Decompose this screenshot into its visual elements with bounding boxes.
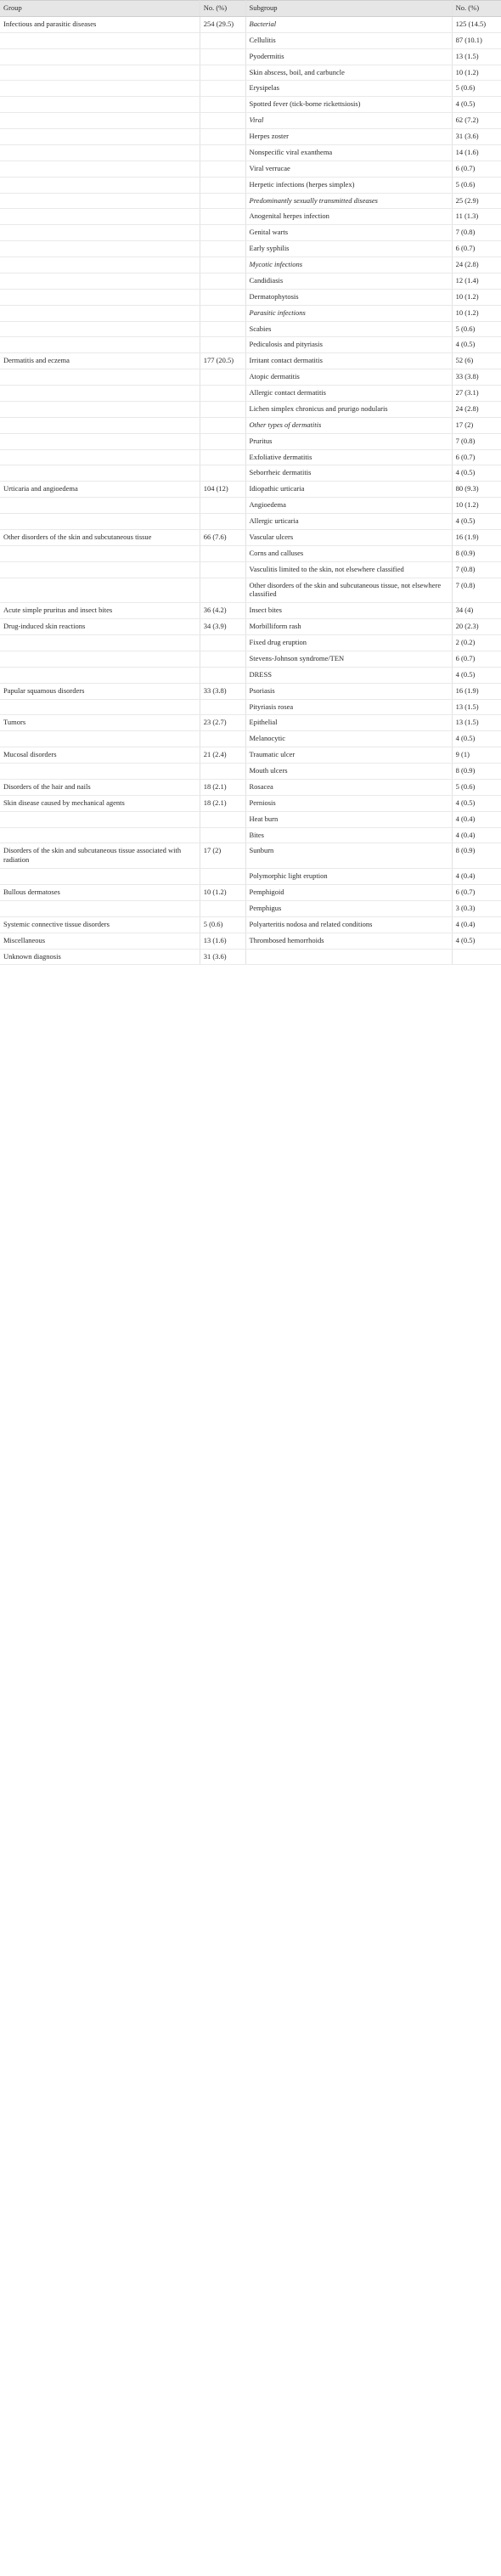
subgroup-name: Cellulitis: [245, 32, 452, 48]
group-name: Unknown diagnosis: [0, 949, 200, 965]
group-name: Disorders of the hair and nails: [0, 779, 200, 795]
table-row: [0, 498, 501, 514]
group-count-empty: [200, 369, 245, 386]
group-count-empty: [200, 545, 245, 561]
table-row: [0, 885, 501, 901]
group-count-empty: [200, 386, 245, 402]
subgroup-count: 25 (2.9): [452, 193, 501, 209]
subgroup-name: Bacterial: [245, 16, 452, 32]
group-count: 104 (12): [200, 482, 245, 498]
subgroup-name: Fixed drug eruption: [245, 635, 452, 651]
group-count: 66 (7.6): [200, 529, 245, 545]
subgroup-name: Perniosis: [245, 795, 452, 811]
subgroup-name: Pediculosis and pityriasis: [245, 337, 452, 353]
group-name: Infectious and parasitic diseases: [0, 16, 200, 32]
group-name-empty: [0, 449, 200, 465]
subgroup-name: Thrombosed hemorrhoids: [245, 933, 452, 949]
subgroup-name: Anogenital herpes infection: [245, 209, 452, 225]
subgroup-count: 4 (0.5): [452, 667, 501, 683]
subgroup-name: Stevens-Johnson syndrome/TEN: [245, 651, 452, 667]
subgroup-count: 80 (9.3): [452, 482, 501, 498]
table-row: [0, 144, 501, 161]
subgroup-name: Nonspecific viral exanthema: [245, 144, 452, 161]
subgroup-count: 52 (6): [452, 353, 501, 369]
group-name-empty: [0, 545, 200, 561]
table-row: [0, 779, 501, 795]
group-name-empty: [0, 113, 200, 129]
table-row: [0, 449, 501, 465]
subgroup-name: Pruritus: [245, 433, 452, 449]
group-count: 18 (2.1): [200, 795, 245, 811]
group-name-empty: [0, 498, 200, 514]
group-count-empty: [200, 731, 245, 747]
group-name-empty: [0, 561, 200, 578]
table-row: [0, 16, 501, 32]
table-row: [0, 795, 501, 811]
subgroup-count: 6 (0.7): [452, 241, 501, 257]
group-count-empty: [200, 225, 245, 241]
subgroup-name: Polymorphic light eruption: [245, 869, 452, 885]
group-name-empty: [0, 273, 200, 289]
table-row: [0, 193, 501, 209]
group-name: Urticaria and angioedema: [0, 482, 200, 498]
group-count-empty: [200, 900, 245, 916]
table-row: [0, 683, 501, 699]
header-group-count: No. (%): [200, 1, 245, 17]
table-row: [0, 417, 501, 433]
subgroup-name: Herpes zoster: [245, 129, 452, 145]
subgroup-name: Angioedema: [245, 498, 452, 514]
group-count-empty: [200, 337, 245, 353]
subgroup-name: Allergic contact dermatitis: [245, 386, 452, 402]
table-row: [0, 545, 501, 561]
group-name-empty: [0, 225, 200, 241]
table-row: [0, 482, 501, 498]
subgroup-count: 4 (0.4): [452, 827, 501, 843]
table-row: [0, 635, 501, 651]
subgroup-count: 27 (3.1): [452, 386, 501, 402]
table-row: [0, 603, 501, 619]
group-name: Disorders of the skin and subcutaneous tissue associated with radiation: [0, 843, 200, 869]
group-name: Miscellaneous: [0, 933, 200, 949]
table-row: [0, 369, 501, 386]
subgroup-count: 16 (1.9): [452, 683, 501, 699]
subgroup-name: Candidiasis: [245, 273, 452, 289]
table-row: [0, 715, 501, 731]
table-row: [0, 353, 501, 369]
group-count-empty: [200, 561, 245, 578]
subgroup-name: [245, 949, 452, 965]
subgroup-count: 14 (1.6): [452, 144, 501, 161]
group-name-empty: [0, 869, 200, 885]
table-row: [0, 129, 501, 145]
subgroup-count: 17 (2): [452, 417, 501, 433]
table-row: [0, 933, 501, 949]
group-count-empty: [200, 97, 245, 113]
table-row: [0, 731, 501, 747]
group-count-empty: [200, 417, 245, 433]
table-row: [0, 177, 501, 193]
table-row: [0, 321, 501, 337]
group-name: Systemic connective tissue disorders: [0, 916, 200, 933]
group-name-empty: [0, 900, 200, 916]
group-name-empty: [0, 514, 200, 530]
subgroup-count: 24 (2.8): [452, 401, 501, 417]
group-name: Mucosal disorders: [0, 747, 200, 764]
group-name: Bullous dermatoses: [0, 885, 200, 901]
subgroup-name: Vasculitis limited to the skin, not elsewhere classified: [245, 561, 452, 578]
subgroup-count: 2 (0.2): [452, 635, 501, 651]
group-count-empty: [200, 811, 245, 827]
subgroup-count: 4 (0.5): [452, 795, 501, 811]
subgroup-name: Mouth ulcers: [245, 764, 452, 780]
group-name-empty: [0, 65, 200, 81]
group-name: Papular squamous disorders: [0, 683, 200, 699]
table-row: [0, 949, 501, 965]
table-row: [0, 401, 501, 417]
group-count: 13 (1.6): [200, 933, 245, 949]
group-count: 177 (20.5): [200, 353, 245, 369]
subgroup-name: Other types of dermatitis: [245, 417, 452, 433]
group-name: Drug-induced skin reactions: [0, 619, 200, 635]
group-count-empty: [200, 667, 245, 683]
subgroup-count: 16 (1.9): [452, 529, 501, 545]
group-name-empty: [0, 465, 200, 482]
table-row: [0, 65, 501, 81]
subgroup-count: 6 (0.7): [452, 449, 501, 465]
subgroup-count: 6 (0.7): [452, 161, 501, 177]
subgroup-count: 4 (0.4): [452, 916, 501, 933]
group-count: 18 (2.1): [200, 779, 245, 795]
group-name-empty: [0, 337, 200, 353]
subgroup-name: Irritant contact dermatitis: [245, 353, 452, 369]
group-name-empty: [0, 321, 200, 337]
subgroup-count: 7 (0.8): [452, 578, 501, 603]
table-row: [0, 651, 501, 667]
group-name-empty: [0, 401, 200, 417]
subgroup-name: Genital warts: [245, 225, 452, 241]
table-row: [0, 241, 501, 257]
subgroup-count: 8 (0.9): [452, 545, 501, 561]
group-name-empty: [0, 193, 200, 209]
table-row: [0, 843, 501, 869]
subgroup-name: Scabies: [245, 321, 452, 337]
group-count-empty: [200, 177, 245, 193]
subgroup-count: 12 (1.4): [452, 273, 501, 289]
group-count: 10 (1.2): [200, 885, 245, 901]
subgroup-count: 87 (10.1): [452, 32, 501, 48]
subgroup-count: 31 (3.6): [452, 129, 501, 145]
group-count: 254 (29.5): [200, 16, 245, 32]
table-row: [0, 113, 501, 129]
subgroup-count: 7 (0.8): [452, 433, 501, 449]
subgroup-name: Viral: [245, 113, 452, 129]
group-name-empty: [0, 97, 200, 113]
group-name-empty: [0, 699, 200, 715]
table-row: [0, 289, 501, 305]
subgroup-name: Pemphigoid: [245, 885, 452, 901]
table-row: [0, 667, 501, 683]
subgroup-name: Insect bites: [245, 603, 452, 619]
header-subgroup-count: No. (%): [452, 1, 501, 17]
subgroup-name: Psoriasis: [245, 683, 452, 699]
subgroup-count: [452, 949, 501, 965]
subgroup-count: 20 (2.3): [452, 619, 501, 635]
table-body: [0, 16, 501, 965]
group-name-empty: [0, 635, 200, 651]
subgroup-count: 7 (0.8): [452, 561, 501, 578]
subgroup-count: 4 (0.5): [452, 514, 501, 530]
table-row: [0, 32, 501, 48]
group-name-empty: [0, 32, 200, 48]
group-name: Dermatitis and eczema: [0, 353, 200, 369]
group-count-empty: [200, 32, 245, 48]
group-name-empty: [0, 144, 200, 161]
subgroup-name: Early syphilis: [245, 241, 452, 257]
group-count-empty: [200, 81, 245, 97]
subgroup-name: Idiopathic urticaria: [245, 482, 452, 498]
subgroup-name: Epithelial: [245, 715, 452, 731]
group-name-empty: [0, 161, 200, 177]
group-name-empty: [0, 257, 200, 273]
group-name-empty: [0, 578, 200, 603]
group-name-empty: [0, 48, 200, 65]
subgroup-count: 10 (1.2): [452, 498, 501, 514]
subgroup-count: 7 (0.8): [452, 225, 501, 241]
group-count-empty: [200, 449, 245, 465]
subgroup-name: DRESS: [245, 667, 452, 683]
subgroup-name: Sunburn: [245, 843, 452, 869]
subgroup-count: 5 (0.6): [452, 779, 501, 795]
group-name-empty: [0, 305, 200, 321]
group-count-empty: [200, 129, 245, 145]
table-row: [0, 869, 501, 885]
subgroup-name: Lichen simplex chronicus and prurigo nodularis: [245, 401, 452, 417]
table-row: [0, 97, 501, 113]
group-count-empty: [200, 578, 245, 603]
group-name-empty: [0, 386, 200, 402]
table-row: [0, 225, 501, 241]
table-row: [0, 900, 501, 916]
subgroup-name: Spotted fever (tick-borne rickettsiosis): [245, 97, 452, 113]
group-count-empty: [200, 635, 245, 651]
subgroup-count: 13 (1.5): [452, 48, 501, 65]
subgroup-count: 5 (0.6): [452, 81, 501, 97]
group-count-empty: [200, 827, 245, 843]
subgroup-name: Exfoliative dermatitis: [245, 449, 452, 465]
table-header: [0, 1, 501, 17]
subgroup-count: 8 (0.9): [452, 843, 501, 869]
subgroup-name: Traumatic ulcer: [245, 747, 452, 764]
group-name: Other disorders of the skin and subcutaneous tissue: [0, 529, 200, 545]
subgroup-name: Polyarteritis nodosa and related conditions: [245, 916, 452, 933]
subgroup-name: Seborrheic dermatitis: [245, 465, 452, 482]
group-name-empty: [0, 667, 200, 683]
table-row: [0, 48, 501, 65]
group-name-empty: [0, 827, 200, 843]
header-group: Group: [0, 1, 200, 17]
group-count-empty: [200, 869, 245, 885]
subgroup-name: Pityriasis rosea: [245, 699, 452, 715]
group-count-empty: [200, 651, 245, 667]
subgroup-name: Corns and calluses: [245, 545, 452, 561]
subgroup-name: Herpetic infections (herpes simplex): [245, 177, 452, 193]
table-row: [0, 916, 501, 933]
table-row: [0, 305, 501, 321]
table-row: [0, 386, 501, 402]
group-name-empty: [0, 81, 200, 97]
subgroup-name: Heat burn: [245, 811, 452, 827]
table-row: [0, 81, 501, 97]
group-count-empty: [200, 514, 245, 530]
subgroup-name: Erysipelas: [245, 81, 452, 97]
subgroup-count: 4 (0.5): [452, 465, 501, 482]
subgroup-name: Mycotic infections: [245, 257, 452, 273]
subgroup-name: Rosacea: [245, 779, 452, 795]
subgroup-count: 33 (3.8): [452, 369, 501, 386]
subgroup-name: Predominantly sexually transmitted diseases: [245, 193, 452, 209]
subgroup-name: Bites: [245, 827, 452, 843]
group-count-empty: [200, 161, 245, 177]
subgroup-count: 5 (0.6): [452, 177, 501, 193]
subgroup-count: 4 (0.5): [452, 933, 501, 949]
group-name-empty: [0, 177, 200, 193]
table-row: [0, 747, 501, 764]
group-count-empty: [200, 433, 245, 449]
group-name-empty: [0, 289, 200, 305]
group-count-empty: [200, 48, 245, 65]
header-subgroup: Subgroup: [245, 1, 452, 17]
group-count: 23 (2.7): [200, 715, 245, 731]
group-name-empty: [0, 241, 200, 257]
subgroup-name: Dermatophytosis: [245, 289, 452, 305]
subgroup-count: 10 (1.2): [452, 289, 501, 305]
group-count-empty: [200, 209, 245, 225]
group-count: 34 (3.9): [200, 619, 245, 635]
subgroup-name: Other disorders of the skin and subcutaneous tissue, not elsewhere classified: [245, 578, 452, 603]
subgroup-name: Morbilliform rash: [245, 619, 452, 635]
table-row: [0, 273, 501, 289]
subgroup-count: 6 (0.7): [452, 651, 501, 667]
subgroup-count: 11 (1.3): [452, 209, 501, 225]
subgroup-count: 4 (0.4): [452, 869, 501, 885]
group-count-empty: [200, 193, 245, 209]
subgroup-name: Viral verrucae: [245, 161, 452, 177]
subgroup-count: 10 (1.2): [452, 65, 501, 81]
table-row: [0, 337, 501, 353]
subgroup-count: 4 (0.5): [452, 337, 501, 353]
table-row: [0, 529, 501, 545]
table-row: [0, 257, 501, 273]
subgroup-name: Parasitic infections: [245, 305, 452, 321]
subgroup-name: Allergic urticaria: [245, 514, 452, 530]
group-count-empty: [200, 241, 245, 257]
subgroup-count: 4 (0.5): [452, 731, 501, 747]
group-name: Skin disease caused by mechanical agents: [0, 795, 200, 811]
table-row: [0, 578, 501, 603]
group-count-empty: [200, 113, 245, 129]
table-row: [0, 827, 501, 843]
table-row: [0, 514, 501, 530]
diagnosis-table: [0, 0, 501, 965]
group-name-empty: [0, 811, 200, 827]
group-count-empty: [200, 273, 245, 289]
group-name-empty: [0, 417, 200, 433]
group-count: 33 (3.8): [200, 683, 245, 699]
group-name-empty: [0, 129, 200, 145]
group-name: Acute simple pruritus and insect bites: [0, 603, 200, 619]
group-count-empty: [200, 498, 245, 514]
subgroup-count: 4 (0.5): [452, 97, 501, 113]
subgroup-count: 13 (1.5): [452, 699, 501, 715]
table-row: [0, 699, 501, 715]
subgroup-count: 3 (0.3): [452, 900, 501, 916]
table-row: [0, 619, 501, 635]
group-count: 21 (2.4): [200, 747, 245, 764]
subgroup-name: Pemphigus: [245, 900, 452, 916]
subgroup-count: 62 (7.2): [452, 113, 501, 129]
subgroup-name: Vascular ulcers: [245, 529, 452, 545]
subgroup-count: 5 (0.6): [452, 321, 501, 337]
group-count-empty: [200, 65, 245, 81]
group-name-empty: [0, 433, 200, 449]
group-name-empty: [0, 369, 200, 386]
group-name: Tumors: [0, 715, 200, 731]
subgroup-name: Pyodermitis: [245, 48, 452, 65]
subgroup-name: Melanocytic: [245, 731, 452, 747]
header-row: [0, 1, 501, 17]
subgroup-count: 9 (1): [452, 747, 501, 764]
table-row: [0, 811, 501, 827]
subgroup-count: 13 (1.5): [452, 715, 501, 731]
table-row: [0, 209, 501, 225]
group-count: 5 (0.6): [200, 916, 245, 933]
table-row: [0, 764, 501, 780]
group-name-empty: [0, 764, 200, 780]
subgroup-count: 6 (0.7): [452, 885, 501, 901]
group-count-empty: [200, 257, 245, 273]
subgroup-count: 125 (14.5): [452, 16, 501, 32]
group-count-empty: [200, 401, 245, 417]
group-count-empty: [200, 699, 245, 715]
subgroup-count: 4 (0.4): [452, 811, 501, 827]
group-count: 31 (3.6): [200, 949, 245, 965]
group-count-empty: [200, 144, 245, 161]
subgroup-count: 34 (4): [452, 603, 501, 619]
group-count-empty: [200, 321, 245, 337]
group-count-empty: [200, 465, 245, 482]
subgroup-count: 24 (2.8): [452, 257, 501, 273]
group-count: 36 (4.2): [200, 603, 245, 619]
subgroup-count: 10 (1.2): [452, 305, 501, 321]
group-count-empty: [200, 305, 245, 321]
table-row: [0, 561, 501, 578]
subgroup-name: Skin abscess, boil, and carbuncle: [245, 65, 452, 81]
table-row: [0, 465, 501, 482]
table-row: [0, 161, 501, 177]
group-count: 17 (2): [200, 843, 245, 869]
group-name-empty: [0, 731, 200, 747]
group-count-empty: [200, 764, 245, 780]
group-name-empty: [0, 651, 200, 667]
group-name-empty: [0, 209, 200, 225]
table-row: [0, 433, 501, 449]
group-count-empty: [200, 289, 245, 305]
subgroup-count: 8 (0.9): [452, 764, 501, 780]
subgroup-name: Atopic dermatitis: [245, 369, 452, 386]
